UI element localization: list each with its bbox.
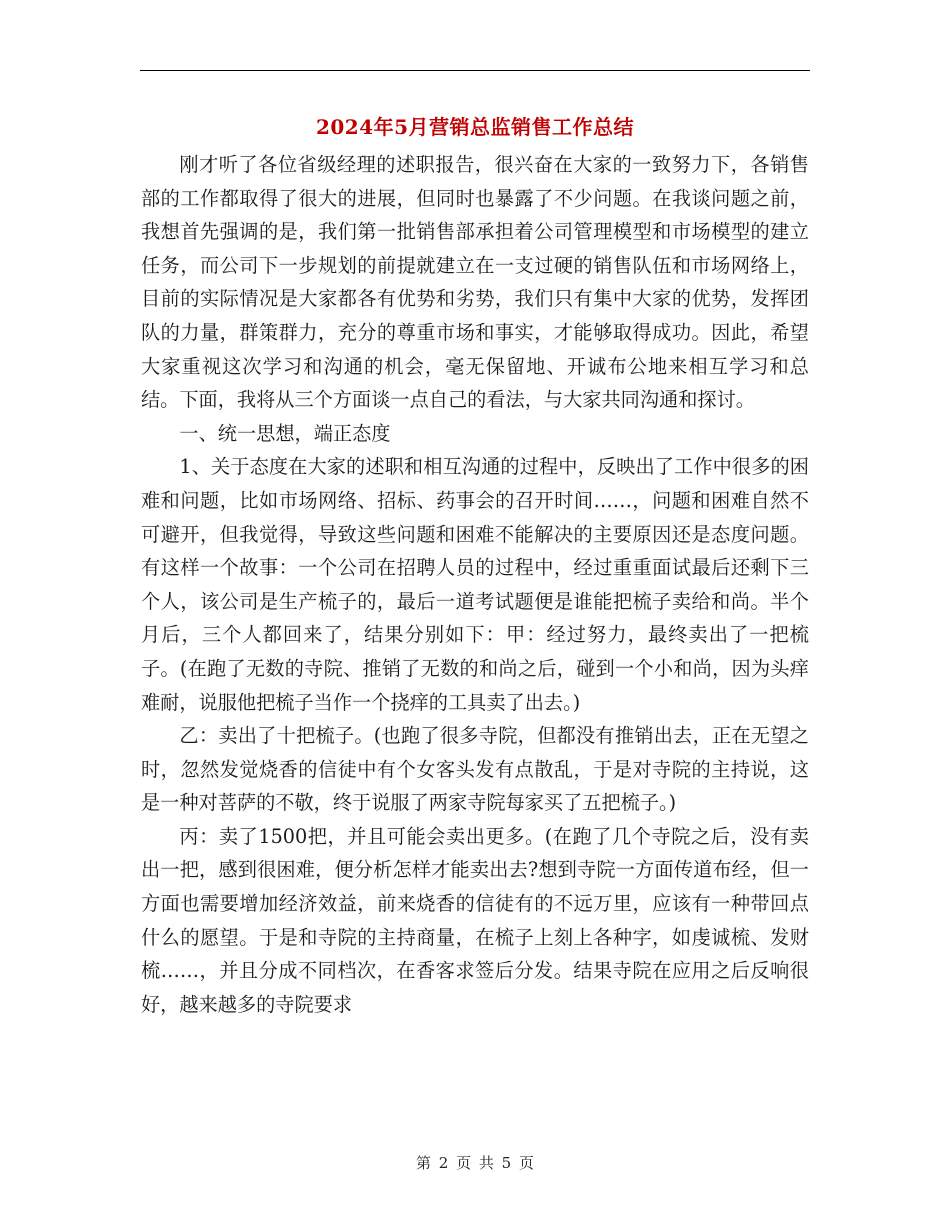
document-body: [141, 148, 809, 1021]
section-heading: 一、统一思想，端正态度: [179, 421, 391, 445]
body-paragraph: 丙：卖了1500把，并且可能会卖出更多。(在跑了几个寺院之后，没有卖出一把，感到很困难，便分析怎样才能卖出去?想到寺院一方面传道布经，但一方面也需要增加经济效益，前来烧香的信徒有的不远万里，应该有一种带回点什么的愿望。于是和寺院的主持商量，在梳子上刻上各种字，如虔诚梳、发财梳……，并且分成不同档次，在香客求签后分发。结果寺院在应用之后反响很好，越来越多的寺院要求: [141, 824, 809, 1016]
body-paragraph: 1、关于态度在大家的述职和相互沟通的过程中，反映出了工作中很多的困难和问题，比如市场网络、招标、药事会的召开时间……，问题和困难自然不可避开，但我觉得，导致这些问题和困难不能解决的主要原因还是态度问题。有这样一个故事：一个公司在招聘人员的过程中，经过重重面试最后还剩下三个人，该公司是生产梳子的，最后一道考试题便是谁能把梳子卖给和尚。半个月后，三个人都回来了，结果分别如下：甲：经过努力，最终卖出了一把梳子。(在跑了无数的寺院、推销了无数的和尚之后，碰到一个小和尚，因为头痒难耐，说服他把梳子当作一个挠痒的工具卖了出去。): [141, 455, 809, 714]
body-paragraph: 乙：卖出了十把梳子。(也跑了很多寺院，但都没有推销出去，正在无望之时，忽然发觉烧香的信徒中有个女客头发有点散乱，于是对寺院的主持说，这是一种对菩萨的不敬，终于说服了两家寺院每家买了五把梳子。): [141, 724, 809, 815]
page-footer: 第 2 页 共 5 页: [416, 1154, 534, 1172]
document-title: 2024年5月营销总监销售工作总结: [315, 115, 635, 139]
header-rule: [140, 70, 810, 71]
body-paragraph: 刚才听了各位省级经理的述职报告，很兴奋在大家的一致努力下，各销售部的工作都取得了很大的进展，但同时也暴露了不少问题。在我谈问题之前，我想首先强调的是，我们第一批销售部承担着公司管理模型和市场模型的建立任务，而公司下一步规划的前提就建立在一支过硬的销售队伍和市场网络上，目前的实际情况是大家都各有优势和劣势，我们只有集中大家的优势，发挥团队的力量，群策群力，充分的尊重市场和事实，才能够取得成功。因此，希望大家重视这次学习和沟通的机会，毫无保留地、开诚布公地来相互学习和总结。下面，我将从三个方面谈一点自己的看法，与大家共同沟通和探讨。: [141, 153, 809, 412]
